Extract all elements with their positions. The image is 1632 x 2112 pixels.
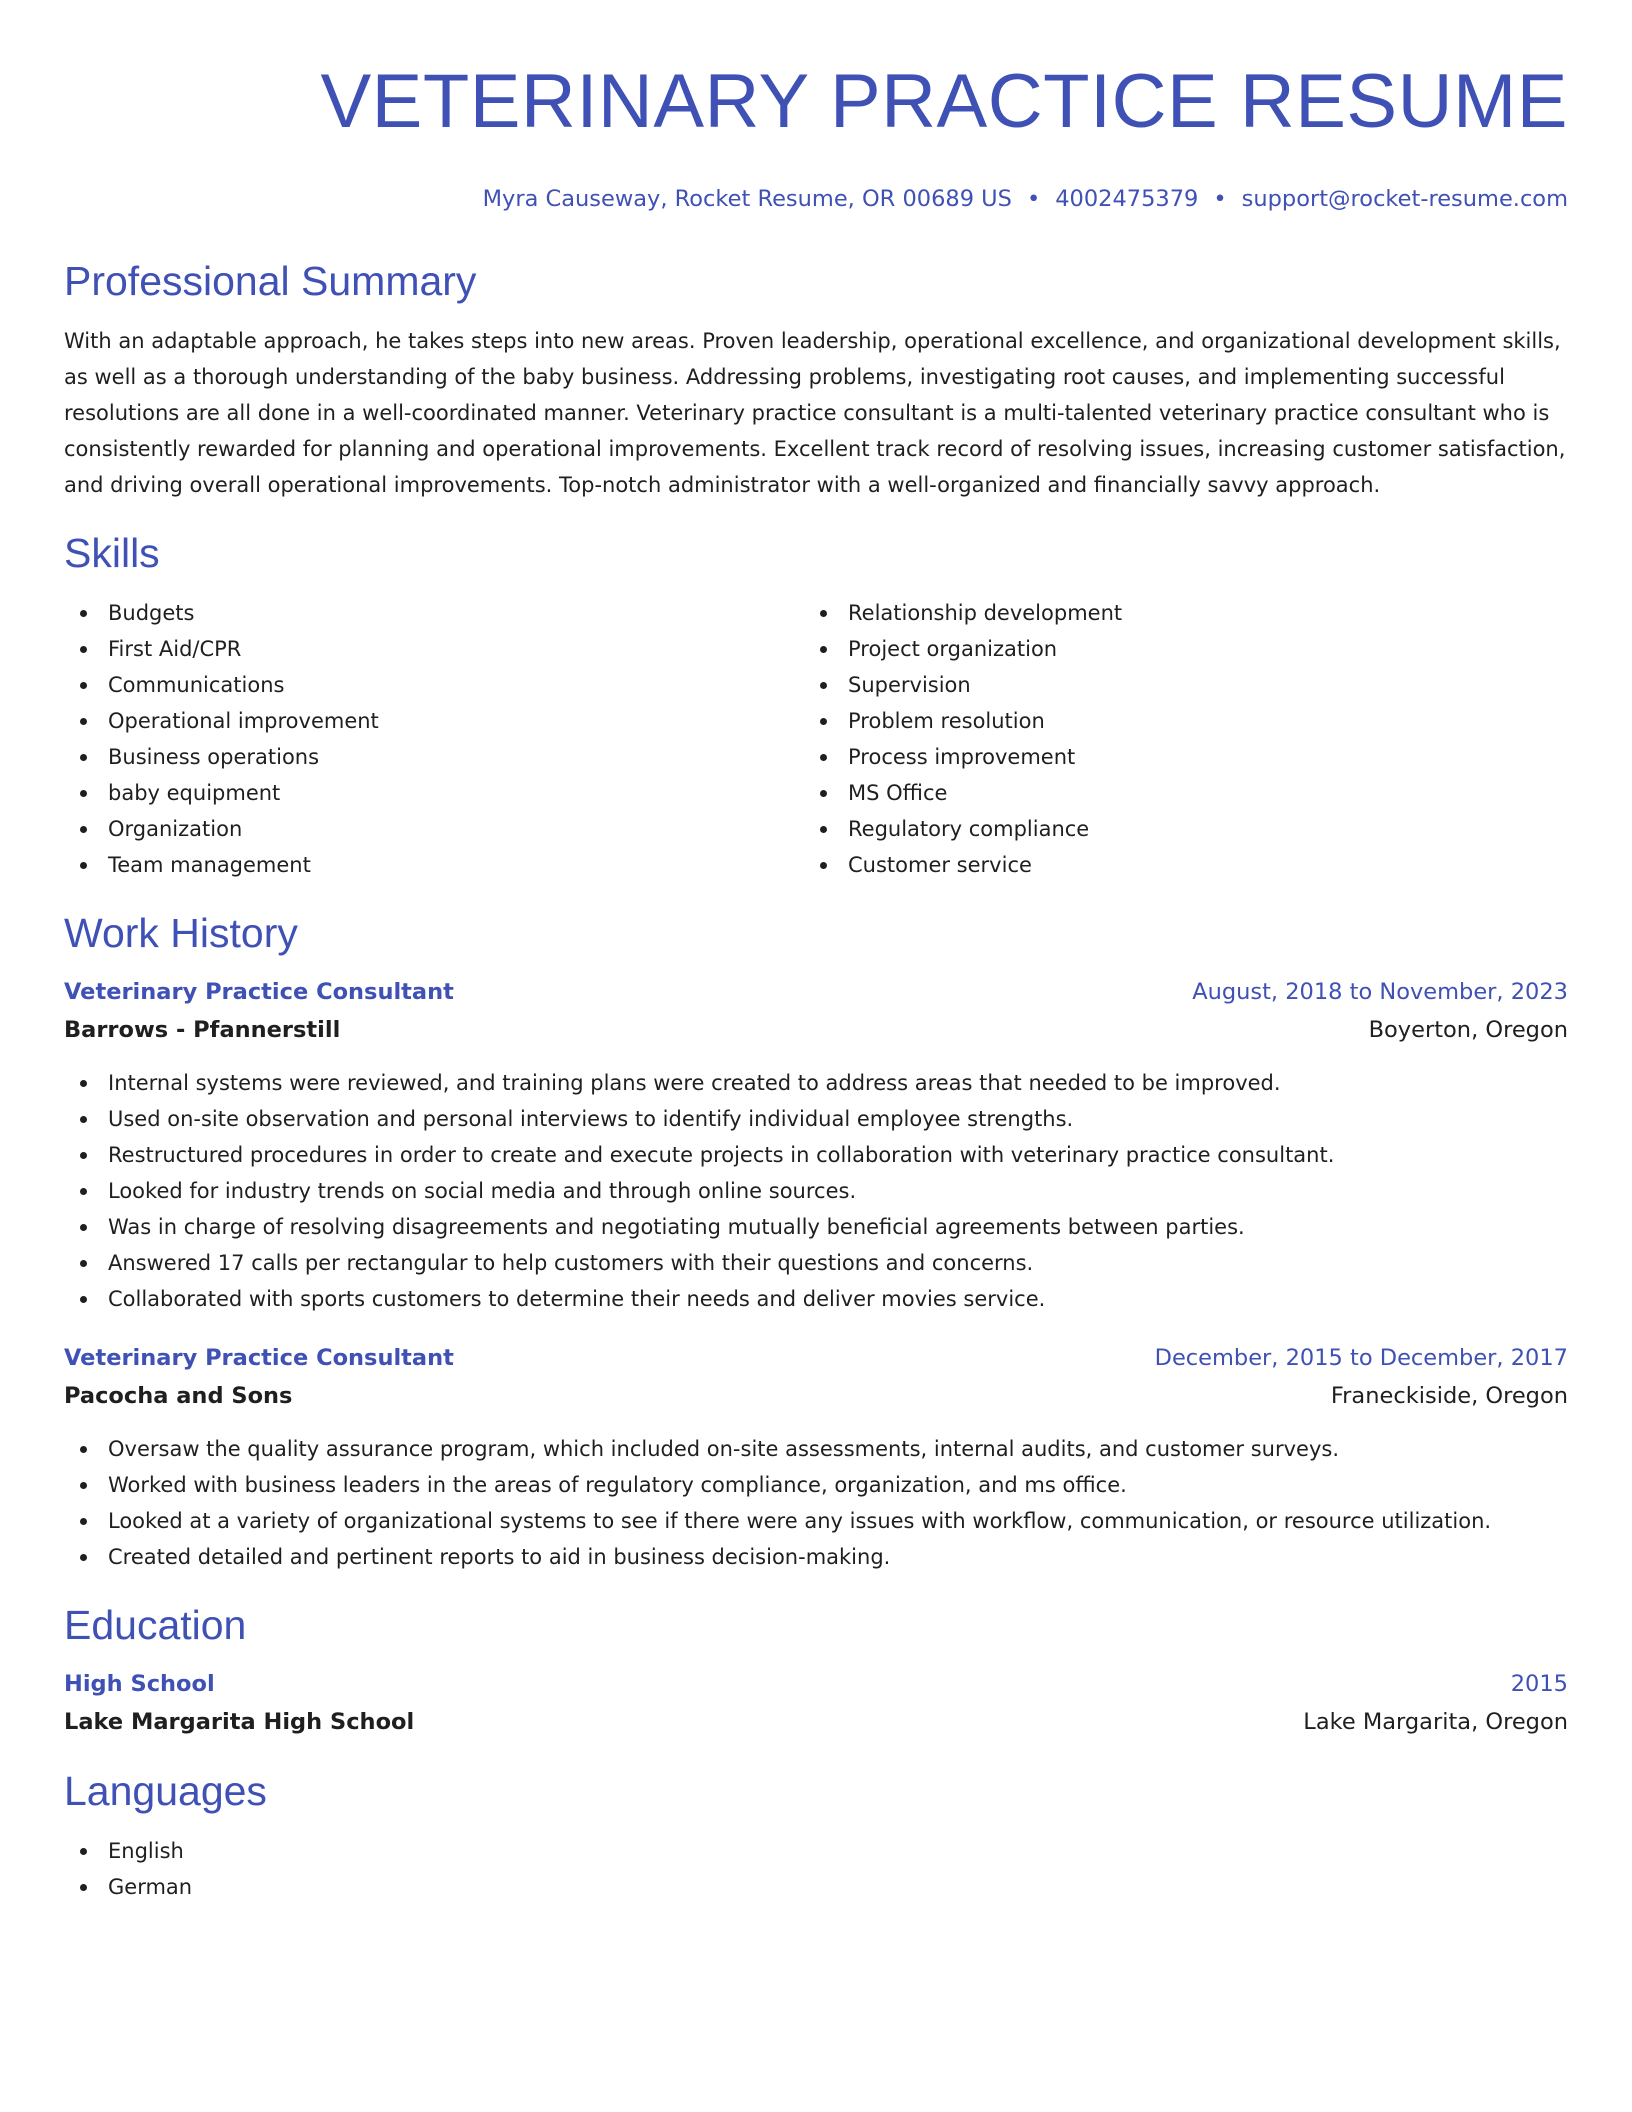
skills-list-left xyxy=(64,595,804,883)
job-duties xyxy=(64,1431,1568,1575)
education-heading: Education xyxy=(64,1602,247,1648)
summary-text: With an adaptable approach, he takes steps into new areas. Proven leadership, operational excellence, and organizational development skills, as well as a thorough understanding of the baby business. Addressing problems, investigating root causes, and implementing successful resolutions are all done in a well-coordinated manner. Veterinary practice consultant is a multi-talented veterinary practice consultant who is consistently rewarded for planning and operational improvements. Excellent track record of resolving issues, increasing customer satisfaction, and driving overall operational improvements. Top-notch administrator with a well-organized and financially savvy approach. xyxy=(64,329,1566,497)
job-duty: Was in charge of resolving disagreements and negotiating mutually beneficial agreements between parties. xyxy=(64,1209,1568,1245)
job-entry xyxy=(64,1339,1568,1575)
job-company: Pacocha and Sons xyxy=(64,1383,293,1409)
contact-line xyxy=(64,183,1568,215)
contact-separator: • xyxy=(1213,186,1227,212)
education-entry xyxy=(64,1665,1568,1741)
job-title: Veterinary Practice Consultant xyxy=(64,979,454,1005)
job-duty: Collaborated with sports customers to determine their needs and deliver movies service. xyxy=(64,1281,1568,1317)
contact-phone: 4002475379 xyxy=(1055,186,1199,212)
summary-heading: Professional Summary xyxy=(64,258,477,304)
skill-item: Budgets xyxy=(64,595,804,631)
job-entry xyxy=(64,973,1568,1317)
work-history-heading: Work History xyxy=(64,910,298,956)
job-duties xyxy=(64,1065,1568,1317)
job-company: Barrows - Pfannerstill xyxy=(64,1017,341,1043)
job-header-row xyxy=(64,1339,1568,1377)
resume-title: VETERINARY PRACTICE RESUME xyxy=(320,59,1568,144)
job-title: Veterinary Practice Consultant xyxy=(64,1345,454,1371)
education-school-row xyxy=(64,1703,1568,1741)
skill-item: MS Office xyxy=(804,775,1544,811)
skill-item: Relationship development xyxy=(804,595,1544,631)
skill-item: Customer service xyxy=(804,847,1544,883)
languages-list xyxy=(64,1833,1568,1905)
job-duty: Oversaw the quality assurance program, which included on-site assessments, internal audits, and customer surveys. xyxy=(64,1431,1568,1467)
education-degree: High School xyxy=(64,1671,215,1697)
job-dates: December, 2015 to December, 2017 xyxy=(1154,1345,1568,1371)
job-duty: Looked for industry trends on social media and through online sources. xyxy=(64,1173,1568,1209)
language-item: English xyxy=(64,1833,1568,1869)
contact-email: support@rocket-resume.com xyxy=(1241,186,1568,212)
skill-item: Operational improvement xyxy=(64,703,804,739)
job-duty: Used on-site observation and personal interviews to identify individual employee strengths. xyxy=(64,1101,1568,1137)
job-duty: Created detailed and pertinent reports to aid in business decision-making. xyxy=(64,1539,1568,1575)
skill-item: Communications xyxy=(64,667,804,703)
language-item: German xyxy=(64,1869,1568,1905)
skill-item: Supervision xyxy=(804,667,1544,703)
languages-heading: Languages xyxy=(64,1768,267,1814)
job-header-row xyxy=(64,973,1568,1011)
job-duty: Restructured procedures in order to create and execute projects in collaboration with veterinary practice consultant. xyxy=(64,1137,1568,1173)
skills-list-right xyxy=(804,595,1544,883)
contact-address: Myra Causeway, Rocket Resume, OR 00689 US xyxy=(482,186,1012,212)
education-header-row xyxy=(64,1665,1568,1703)
contact-separator: • xyxy=(1026,186,1041,212)
skills-heading: Skills xyxy=(64,530,160,576)
education-school: Lake Margarita High School xyxy=(64,1709,415,1735)
education-year: 2015 xyxy=(1510,1671,1568,1697)
skill-item: Team management xyxy=(64,847,804,883)
skill-item: Problem resolution xyxy=(804,703,1544,739)
skill-item: Organization xyxy=(64,811,804,847)
job-duty: Looked at a variety of organizational systems to see if there were any issues with workflow, communication, or resource utilization. xyxy=(64,1503,1568,1539)
skill-item: baby equipment xyxy=(64,775,804,811)
job-duty: Worked with business leaders in the areas of regulatory compliance, organization, and ms office. xyxy=(64,1467,1568,1503)
skill-item: Process improvement xyxy=(804,739,1544,775)
job-duty: Internal systems were reviewed, and training plans were created to address areas that needed to be improved. xyxy=(64,1065,1568,1101)
job-location: Franeckiside, Oregon xyxy=(1330,1383,1568,1409)
skills-grid xyxy=(64,595,1568,883)
job-duty: Answered 17 calls per rectangular to help customers with their questions and concerns. xyxy=(64,1245,1568,1281)
skill-item: Project organization xyxy=(804,631,1544,667)
job-location: Boyerton, Oregon xyxy=(1368,1017,1568,1043)
job-dates: August, 2018 to November, 2023 xyxy=(1192,979,1568,1005)
skill-item: First Aid/CPR xyxy=(64,631,804,667)
education-location: Lake Margarita, Oregon xyxy=(1303,1709,1568,1735)
skill-item: Regulatory compliance xyxy=(804,811,1544,847)
skill-item: Business operations xyxy=(64,739,804,775)
job-company-row xyxy=(64,1377,1568,1415)
job-company-row xyxy=(64,1011,1568,1049)
